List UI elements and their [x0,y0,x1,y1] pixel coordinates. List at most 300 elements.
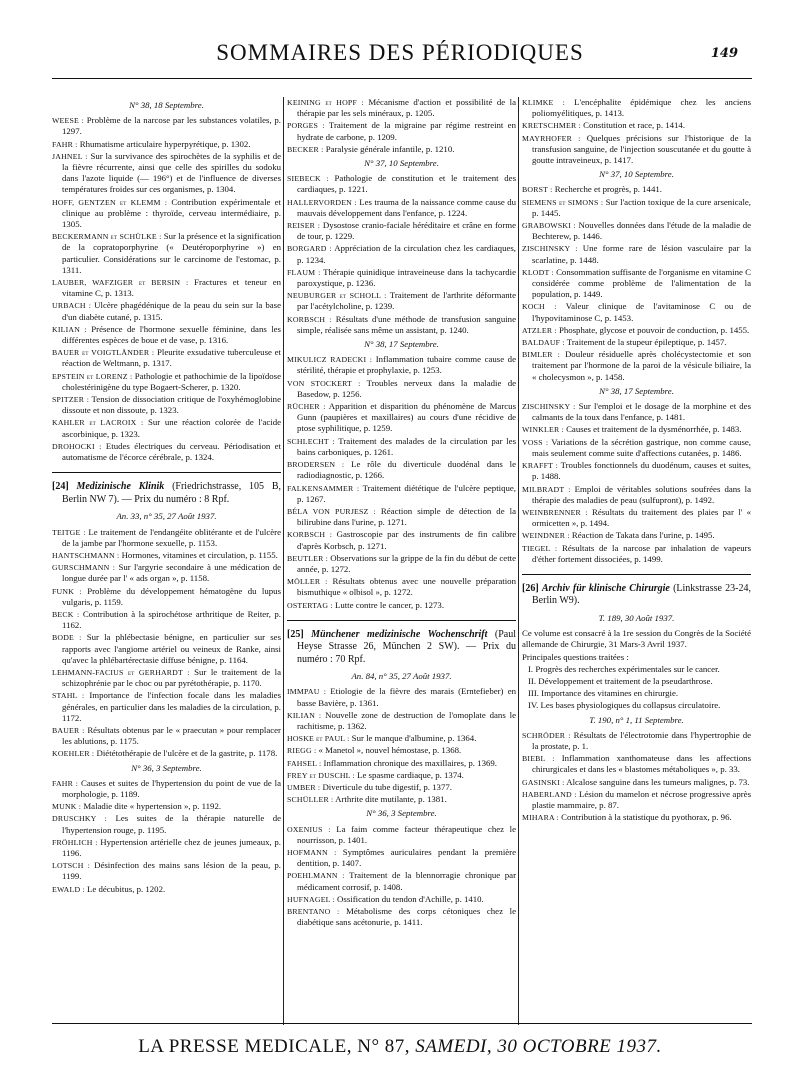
article-title: Résultats de la narcose par inhalation de vapeurs d'éther fortement dissociées, p. 1499. [532,542,752,564]
header-rule [52,78,752,79]
article-author: HOFF, GENTZEN et KLEMM : [52,197,168,207]
article-entry [287,686,516,708]
article-title: Maladie dite « hypertension », p. 1192. [83,801,222,812]
article-title: Appréciation de la circulation chez les cardiaques, p. 1234. [297,243,516,265]
article-author: FALKENSAMMER : [287,483,360,493]
article-title: Douleur résiduelle après cholécystectomie et son traitement par l'hormone de la paroi de la vésicule biliaire, la « cholecysmon », p. 1458. [532,349,752,382]
article-title: Symptômes auriculaires pendant la première dentition, p. 1407. [297,847,517,869]
journal-heading [287,629,516,667]
article-author: OSTERTAG : [287,600,333,610]
article-entry [52,586,281,608]
article-entry [52,725,281,747]
article-author: HUFNAGEL : [287,894,335,904]
article-entry [52,300,281,322]
column-divider-2 [518,97,519,1025]
journal-name: Archiv für klinische Chirurgie [541,582,670,594]
article-entry [287,710,516,732]
journal-name: Münchener medizinische Wochenschrift [311,628,488,640]
article-title: Hypertension artérielle chez de jeunes jumeaux, p. 1196. [62,836,281,858]
article-entry [522,220,751,242]
article-entry [52,324,281,346]
article-entry [522,507,751,529]
article-entry [522,437,751,459]
footer-date: SAMEDI, 30 OCTOBRE 1937. [415,1036,662,1057]
article-entry [287,553,516,575]
article-title: Présence de l'hormone sexuelle féminine, dans les différentes espèces de boue et de vase, p. 1316. [62,323,281,346]
article-entry [522,730,751,752]
article-author: TEITGE : [52,527,86,537]
article-entry [287,220,516,242]
page-footer [0,1036,800,1058]
article-title: Nouvelles données dans l'étude de la maladie de Bechterew, p. 1446. [532,220,751,242]
article-title: Sur l'emploi et le dosage de la morphine et des calmants de la toux dans l'enfance, p. 1481. [532,401,752,423]
article-entry [52,801,281,812]
article-entry [52,837,281,859]
journal-separator [287,620,516,621]
article-title: Contribution à la spirochétose arthritique de Reiter, p. 1162. [62,608,281,631]
column-1 [52,97,281,896]
article-title: Diététothérapie de l'ulcère et de la gastrite, p. 1178. [96,748,278,759]
article-entry [287,97,516,119]
article-entry [287,483,516,505]
article-title: Inflammation chronique des maxillaires, p. 1369. [323,757,497,768]
issue-heading: An. 84, n° 35, 27 Août 1937. [351,671,452,682]
article-title: Nouvelle zone de destruction de l'omoplate dans le rachitisme, p. 1362. [297,709,516,732]
article-author: EPSTEIN et LORENZ : [52,371,133,381]
article-title: Sur une réaction colorée de l'acide ascorbinique, p. 1323. [62,417,281,439]
article-title: Inflammation tubaire comme cause de stérilité, thérapie et prophylaxie, p. 1253. [297,354,516,376]
article-entry [287,847,516,869]
article-title: Mécanisme d'action et possibilité de la thérapie par les sels minéraux, p. 1205. [297,97,516,119]
article-author: FAHR : [52,139,78,149]
article-author: HANTSCHMANN : [52,550,120,560]
article-entry [52,231,281,276]
topic-item: III. Importance des vitamines en chirurgie. [528,688,679,699]
article-author: HALLERVORDEN : [287,197,357,207]
article-entry [287,745,516,756]
article-title: Troubles fonctionnels du duodénum, causes et suites, p. 1488. [532,460,751,482]
article-title: Dysostose cranio-faciale héréditaire et crâne en forme de tour, p. 1229. [297,220,517,242]
article-entry [287,782,516,793]
article-entry [52,748,281,759]
article-title: Sur le manque d'albumine, p. 1364. [351,733,477,744]
issue-heading: T. 189, 30 Août 1937. [598,612,675,623]
article-title: Ulcère phagédénique de la peau du sein sur la base d'un diabète cutané, p. 1315. [62,300,281,322]
article-entry [52,667,281,689]
article-entry [287,459,516,481]
article-entry [52,441,281,463]
article-author: GRABOWSKI : [522,221,576,231]
article-title: Lésion du mamelon et nécrose progressive après plastie mammaire, p. 87. [532,788,751,810]
article-author: WEINDNER : [522,531,570,541]
article-title: Sur l'argyrie secondaire à une médication de longue durée par l' « ads organ », p. 1158. [62,562,281,584]
article-title: Résultats obtenus par le « praecutan » pour remplacer les ablutions, p. 1175. [62,724,281,747]
article-entry [522,401,751,423]
topic-item: I. Progrès des recherches expérimentales sur le cancer. [528,663,720,674]
article-title: Résultats du traitement des plaies par l' « ormicetten », p. 1494. [532,506,752,529]
journal-separator [52,472,281,473]
article-entry [52,151,281,196]
article-author: GASINSKI : [522,777,565,787]
article-author: NEUBURGER et SCHOLL : [287,291,387,301]
article-entry [287,906,516,928]
article-title: Troubles nerveux dans la maladie de Basedow, p. 1256. [297,377,516,399]
article-author: FRÖHLICH : [52,837,98,847]
issue-heading: N° 36, 3 Septembre. [366,808,437,819]
article-entry [287,197,516,219]
article-title: Diverticule du tube digestif, p. 1377. [322,782,452,793]
article-entry [287,314,516,336]
article-author: RIEGG : [287,746,317,756]
issue-heading: N° 38, 17 Septembre. [599,385,674,396]
article-entry [52,197,281,231]
article-title: Résultats obtenus avec une nouvelle préparation bismuthique « olbisol », p. 1272. [297,576,516,598]
article-entry [522,812,751,823]
article-entry [522,97,751,119]
article-author: BRENTANO : [287,907,340,917]
article-author: KAHLER et LACROIX : [52,418,144,428]
article-author: UMBER : [287,783,321,793]
article-title: Désinfection des mains sans lésion de la peau, p. 1199. [62,860,281,882]
article-author: ZISCHINSKY : [522,402,576,412]
article-author: RÜCHER : [287,402,326,412]
article-title: Apparition et disparition du phénomène de Marcus Gunn (paupières et maxillaires) au cours d'une récidive de ptose syphilitique, p. 1259. [297,401,516,434]
article-author: EWALD : [52,884,85,894]
article-entry [287,401,516,435]
article-title: Lutte contre le cancer, p. 1273. [334,599,445,610]
journal-details: (Linkstrasse 23-24, Berlin W9). [532,582,752,607]
article-author: HOSKE et PAUL : [287,734,350,744]
issue-heading: N° 37, 10 Septembre. [364,158,439,169]
article-author: POEHLMANN : [287,871,345,881]
article-entry [52,277,281,299]
article-author: SPITZER : [52,395,90,405]
article-author: KORBSCH : [287,530,333,540]
journal-details: (Paul Heyse Strasse 26, München 2 SW). — Prix du numéro : 70 Rpf. [297,628,517,665]
article-author: SCHRÖDER : [522,730,571,740]
article-entry [287,354,516,376]
article-author: IMMPAU : [287,687,327,697]
article-entry [287,794,516,805]
article-entry [52,632,281,666]
column-3 [522,97,751,824]
article-entry [52,417,281,439]
article-entry [522,753,751,775]
article-title: Paralysie générale infantile, p. 1210. [325,143,455,154]
article-title: Contribution à la statistique du pyothorax, p. 96. [561,812,732,823]
article-title: Inflammation xanthomateuse dans les affections chirurgicales et dans les « blastomes métaboliques », p. 33. [532,753,751,775]
article-title: Les trauma de la naissance comme cause du mauvais développement dans l'enfance, p. 1224. [297,196,517,218]
article-entry [287,506,516,528]
article-author: TIEGEL : [522,543,558,553]
journal-number: [26] [522,582,539,594]
article-title: Pathologie de constitution et le traitement des cardiaques, p. 1221. [297,173,517,195]
article-entry [52,394,281,416]
article-entry [522,484,751,506]
article-author: KILIAN : [52,324,87,334]
article-title: Traitement des malades de la circulation par les bains carboniques, p. 1261. [297,435,516,457]
article-author: SCHLECHT : [287,436,335,446]
article-author: OXENIUS : [287,824,331,834]
article-entry [287,436,516,458]
article-title: Sur la phlébectasie bénigne, en particulier sur ses rapports avec l'angiome artériel ou veineux de Ranke, ainsi qu'avec la phlébartérectasie diffuse bénigne, p. 1164. [62,632,282,665]
article-author: BIMLER : [522,350,560,360]
journal-details: (Friedrichstrasse, 105 B, Berlin NW 7). — Prix du numéro : 8 Rpf. [62,481,281,505]
article-entry [522,337,751,348]
article-author: BORGARD : [287,244,332,254]
article-author: BIEBL : [522,754,555,764]
article-entry [522,530,751,541]
article-title: Thérapie quinidique intraveineuse dans la tachycardie paroxystique, p. 1236. [297,266,516,289]
footer-journal: LA PRESSE MEDICALE, [138,1036,352,1057]
article-title: Pleurite exsudative tuberculeuse et réaction de Weltmann, p. 1317. [62,347,281,369]
article-entry [287,529,516,551]
article-author: BORST : [522,185,553,195]
article-entry [287,758,516,769]
article-title: Traitement de l'arthrite déformante par l'acétylcholine, p. 1239. [297,290,517,312]
article-entry [522,424,751,435]
article-title: Traitement de la migraine par régime restreint en hydrate de carbone, p. 1209. [297,120,516,142]
body-text: Principales questions traitées : [522,651,629,662]
article-author: FAHR : [52,778,79,788]
article-title: Importance de l'infection focale dans les maladies générales, en particulier dans les maladies de la circulation, p. 1172. [62,690,281,723]
article-title: Etudes électriques du cerveau. Périodisation et automatisme de l'écorce cérébrale, p. 1324. [62,440,281,463]
article-title: Pathologie et pathochimie de la lipoïdose cholestérinigène du type Bogaert-Scherer, p. 1320. [62,370,281,392]
article-entry [52,139,281,150]
article-author: MAYRHOFER : [522,133,581,143]
article-entry [522,543,751,565]
article-title: Sur la présence et la signification de la copratoporphyrine (« Deutéroporphyrine ») en particulier. Considérations sur le carcinome de l'estomac, p. 1311. [62,231,281,275]
article-author: LAUBER, WAFZIGER et BERSIN : [52,278,189,288]
article-author: KOEHLER : [52,749,95,759]
article-entry [522,460,751,482]
body-text: Ce volume est consacré à la 1re session du Congrès de la Société allemande de Chirurgie, 31 Mars-3 Avril 1937. [522,628,751,650]
article-author: KRAFFT : [522,461,558,471]
journal-number: [25] [287,628,304,640]
article-author: BALDAUF : [522,338,565,348]
article-author: LEHMANN-FACIUS et GERHARDT : [52,667,190,677]
issue-heading: N° 38, 18 Septembre. [129,100,204,110]
article-entry [287,576,516,598]
article-entry [52,347,281,369]
article-title: Sur la survivance des spirochètes de la syphilis et de la fièvre récurrente, ainsi que celle des spirilles du sodoku dans l'azote liquide (— 196°) et de l'influence de diverses températures froides sur ces organismes, p. 1304. [62,150,281,195]
article-entry [52,690,281,724]
article-title: Gastroscopie par des instruments de fin calibre d'après Korbsch, p. 1271. [297,529,516,551]
article-title: Le spasme cardiaque, p. 1374. [357,769,464,780]
issue-heading: N° 38, 17 Septembre. [364,339,439,350]
article-entry [52,609,281,631]
article-author: ATZLER : [522,325,557,335]
article-author: KEINING et HOPF : [287,98,364,107]
issue-heading: T. 190, n° 1, 11 Septembre. [589,714,684,725]
article-title: Observations sur la grippe de la fin du début de cette année, p. 1272. [297,552,517,574]
article-title: « Manetol », nouvel hémostase, p. 1368. [318,745,462,756]
article-entry [52,813,281,835]
article-author: WEINBRENNER : [522,507,588,517]
article-entry [52,562,281,584]
article-author: FREY et DUSCHL : [287,770,355,780]
article-title: Sur le traitement de la schizophrénie par le choc ou par pyrétothérapie, p. 1170. [62,666,281,689]
article-title: Recherche et progrès, p. 1441. [554,184,662,195]
article-title: Causes et suites de l'hypertension du point de vue de la morphologie, p. 1189. [62,777,281,799]
article-title: Réaction de Takata dans l'urine, p. 1495. [571,530,715,541]
article-title: Alcalose sanguine dans les tumeurs malignes, p. 73. [566,776,750,787]
article-entry [287,600,516,611]
article-author: LOTSCH : [52,861,90,871]
article-author: GURSCHMANN : [52,563,116,573]
issue-heading: An. 33, n° 35, 27 Août 1937. [116,511,217,522]
journal-separator [522,574,751,575]
article-author: BECK : [52,609,80,619]
article-author: BEUTLER : [287,553,329,563]
article-title: Le décubitus, p. 1202. [87,883,166,894]
article-title: Sur l'action toxique de la cure arsenicale, p. 1445. [532,196,751,218]
article-entry [522,184,751,195]
article-title: Arthrite dite mutilante, p. 1381. [335,794,447,805]
article-title: Traitement de la stupeur épileptique, p. 1457. [566,337,727,348]
article-author: BÉLA VON PURJESZ : [287,506,376,516]
footer-issue: N° 87, [357,1036,411,1057]
article-entry [287,144,516,155]
article-entry [287,870,516,892]
column-2 [287,97,516,930]
article-entry [52,115,281,137]
article-entry [522,325,751,336]
article-title: Phosphate, glycose et pouvoir de conduction, p. 1455. [558,324,750,335]
journal-name: Medizinische Klinik [76,481,165,493]
article-author: BODE : [52,633,82,643]
journal-heading [522,583,751,608]
article-author: PORGES : [287,121,325,131]
article-title: Variations de la sécrétion gastrique, non comme cause, mais seulement comme suite d'affections cutanées, p. 1486. [532,436,752,458]
article-title: L'encéphalite épidémique chez les anciens poliomyélitiques, p. 1413. [532,97,752,119]
article-author: SCHÜLLER : [287,795,334,805]
article-entry [522,301,751,323]
article-title: Métabolisme des corps cétoniques chez le diabétique sans acétonurie, p. 1411. [297,906,516,928]
column-divider-1 [283,97,284,1025]
page-number: 149 [710,46,738,61]
article-entry [287,378,516,400]
article-author: KOCH : [522,302,557,312]
article-author: URBACH : [52,301,92,311]
article-title: Le rôle du diverticule duodénal dans le radiodiagnostic, p. 1266. [297,459,517,481]
article-author: VOSS : [522,437,549,447]
article-title: Quelques précisions sur l'historique de la transfusion sanguine, de l'injection souscutanée et du goutte à goutte intraveineux, p. 1417. [532,132,751,166]
article-author: BAUER : [52,725,85,735]
article-author: HABERLAND : [522,789,577,799]
article-author: MUNK : [52,802,82,812]
article-entry [522,789,751,811]
article-entry [287,733,516,744]
article-title: Le traitement de l'endangéite oblitérante et de l'ulcère de la jambe par l'hormone sexuelle, p. 1153. [62,526,282,548]
article-author: WINKLER : [522,425,564,435]
article-author: BRODERSEN : [287,460,345,470]
article-title: Réaction simple de détection de la bilirubine dans l'urine, p. 1271. [297,505,516,528]
article-entry [287,894,516,905]
article-entry [287,824,516,846]
article-title: Traitement de la blennorragie chronique par médicament corrosif, p. 1408. [297,870,517,892]
article-author: KLIMKE : [522,98,565,107]
article-title: Valeur clinique de l'avitaminose C ou de l'hypovitaminose C, p. 1453. [532,301,751,323]
article-author: DROHOCKI : [52,441,102,451]
article-title: Etiologie de la fièvre des marais (Erntefieber) en basse Bavière, p. 1361. [297,686,516,708]
article-title: Tension de dissociation critique de l'oxyhémoglobine dissoute et non dissoute, p. 1323. [62,394,281,416]
article-title: La faim comme facteur thérapeutique chez le nourrisson, p. 1401. [297,823,517,845]
article-entry [287,770,516,781]
article-author: DRUSCHKY : [52,814,107,824]
article-author: JAHNEL : [52,151,88,161]
journal-heading [52,481,281,506]
article-author: FAHSEL : [287,758,322,768]
article-title: Résultats d'une méthode de transfusion sanguine simple, réalisée sans même un assistant, p. 1240. [297,313,516,335]
article-entry [522,120,751,131]
article-title: Emploi de véritables solutions soufrées dans la thérapie des maladies de peau (sulfupront), p. 1492. [532,483,751,505]
article-author: STAHL : [52,691,85,701]
issue-heading: N° 37, 10 Septembre. [599,169,674,180]
article-title: Résultats de l'électrotomie dans l'hypertrophie de la prostate, p. 1. [532,729,751,751]
article-entry [522,133,751,167]
article-entry [522,243,751,265]
article-author: MÖLLER : [287,577,328,587]
article-title: Problème du développement hématogène du lupus vulgaris, p. 1159. [62,585,281,607]
article-title: Fractures et teneur en vitamine C, p. 1313. [62,277,281,299]
article-entry [52,884,281,895]
article-entry [52,860,281,882]
article-author: SIEBECK : [287,174,329,184]
article-author: VON STOCKERT : [287,378,361,388]
article-entry [287,290,516,312]
article-author: HOFMANN : [287,848,337,858]
article-author: ZISCHINSKY : [522,244,578,254]
article-entry [522,349,751,383]
article-entry [52,778,281,800]
article-author: KORBSCH : [287,314,332,324]
article-entry [287,173,516,195]
article-entry [522,197,751,219]
article-entry [52,371,281,393]
topic-item: II. Développement et traitement de la pseudarthrose. [528,675,713,686]
article-author: MILBRADT : [522,484,571,494]
article-title: Une forme rare de lésion vasculaire par la scarlatine, p. 1448. [532,243,752,265]
article-author: FUNK : [52,586,82,596]
article-author: REISER : [287,221,321,231]
article-author: MIHARA : [522,813,559,823]
article-title: Consommation suffisante de l'organisme en vitamine C considérée comme problème de l'alimentation de la population, p. 1449. [532,266,752,300]
article-entry [287,120,516,142]
article-title: Constitution et race, p. 1414. [583,120,686,131]
article-entry [522,267,751,301]
article-entry [52,527,281,549]
issue-heading: N° 36, 3 Septembre. [131,762,202,773]
journal-number: [24] [52,481,69,493]
article-entry [287,267,516,289]
topic-item: IV. Les bases physiologiques du collapsus circulatoire. [528,700,721,711]
article-author: KRETSCHMER : [522,121,581,131]
article-author: BECKER : [287,144,324,154]
article-author: BECKERMANN et SCHÜLKE : [52,232,162,242]
article-entry [287,243,516,265]
article-author: BAUER et VOIGTLÄNDER : [52,348,155,358]
article-author: FLAUM : [287,267,321,277]
article-title: Traitement diététique de l'ulcère peptique, p. 1267. [297,482,516,504]
article-title: Ossification du tendon d'Achille, p. 1410. [337,893,484,904]
article-title: Causes et traitement de la dysménorrhée, p. 1483. [566,424,742,435]
article-author: MIKULICZ RADECKI : [287,355,373,365]
article-title: Les suites de la thérapie naturelle de l'hypertension rouge, p. 1195. [62,813,282,835]
article-title: Rhumatisme articulaire hyperpyrétique, p. 1302. [79,138,251,149]
footer-rule [52,1023,752,1024]
article-author: SIEMENS et SIMONS : [522,197,604,207]
